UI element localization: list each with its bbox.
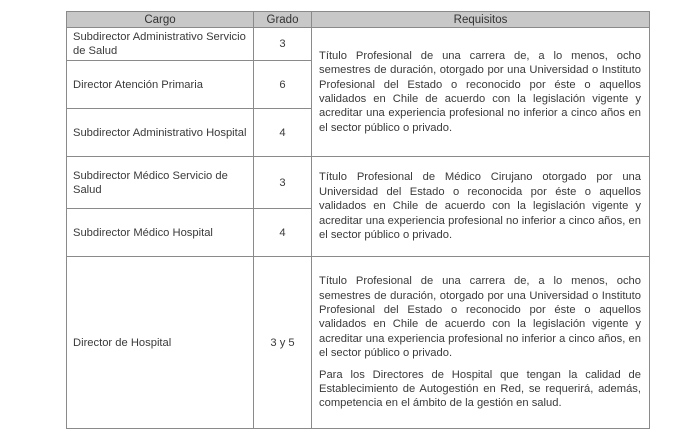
table-row bbox=[67, 157, 650, 209]
requisitos-cell bbox=[312, 28, 650, 157]
table-row bbox=[67, 257, 650, 429]
requirements-table bbox=[66, 11, 650, 429]
requisitos-cell bbox=[312, 157, 650, 257]
grado-cell: 4 bbox=[254, 109, 312, 157]
grado-cell: 3 bbox=[254, 28, 312, 61]
cargo-cell: Subdirector Administrativo Hospital bbox=[67, 109, 254, 157]
requisitos-note: Para los Directores de Hospital que tengan la calidad de Establecimiento de Autogestión en Red, se requerirá, además, competencia en el ámbito de la gestión en salud. bbox=[319, 368, 641, 410]
header-requisitos: Requisitos bbox=[312, 12, 650, 28]
requisitos-cell bbox=[312, 257, 650, 429]
grado-cell: 4 bbox=[254, 209, 312, 257]
header-row bbox=[67, 12, 650, 28]
requisitos-text: Título Profesional de Médico Cirujano otorgado por una Universidad del Estado o reconocida por éste o aquellos validados en Chile de acuerdo con la legislación vigente y acreditar una experiencia profesional no inferior a cinco años, en el sector público o privado. bbox=[319, 171, 641, 242]
cargo-cell: Director de Hospital bbox=[67, 257, 254, 429]
table-row bbox=[67, 28, 650, 61]
header-cargo: Cargo bbox=[67, 12, 254, 28]
cargo-cell: Director Atención Primaria bbox=[67, 61, 254, 109]
grado-cell: 6 bbox=[254, 61, 312, 109]
requisitos-text: Título Profesional de una carrera de, a lo menos, ocho semestres de duración, otorgado por una Universidad o Instituto Profesional del Estado o reconocido por éste o aquellos validados en Chile de acuerdo con la legislación vigente y acreditar una experiencia profesional no inferior a cinco años en el sector público o privado. bbox=[319, 49, 641, 134]
cargo-cell: Subdirector Médico Servicio de Salud bbox=[67, 157, 254, 209]
requisitos-text: Título Profesional de una carrera de, a lo menos, ocho semestres de duración, otorgado por una Universidad o Instituto Profesional del Estado o reconocido por éste o aquellos validados en Chile de acuerdo con la legislación vigente y acreditar una experiencia profesional no inferior a cinco años, en el sector público o privado. bbox=[319, 275, 641, 360]
cargo-cell: Subdirector Médico Hospital bbox=[67, 209, 254, 257]
cargo-cell: Subdirector Administrativo Servicio de Salud bbox=[67, 28, 254, 61]
grado-cell: 3 y 5 bbox=[254, 257, 312, 429]
grado-cell: 3 bbox=[254, 157, 312, 209]
header-grado: Grado bbox=[254, 12, 312, 28]
